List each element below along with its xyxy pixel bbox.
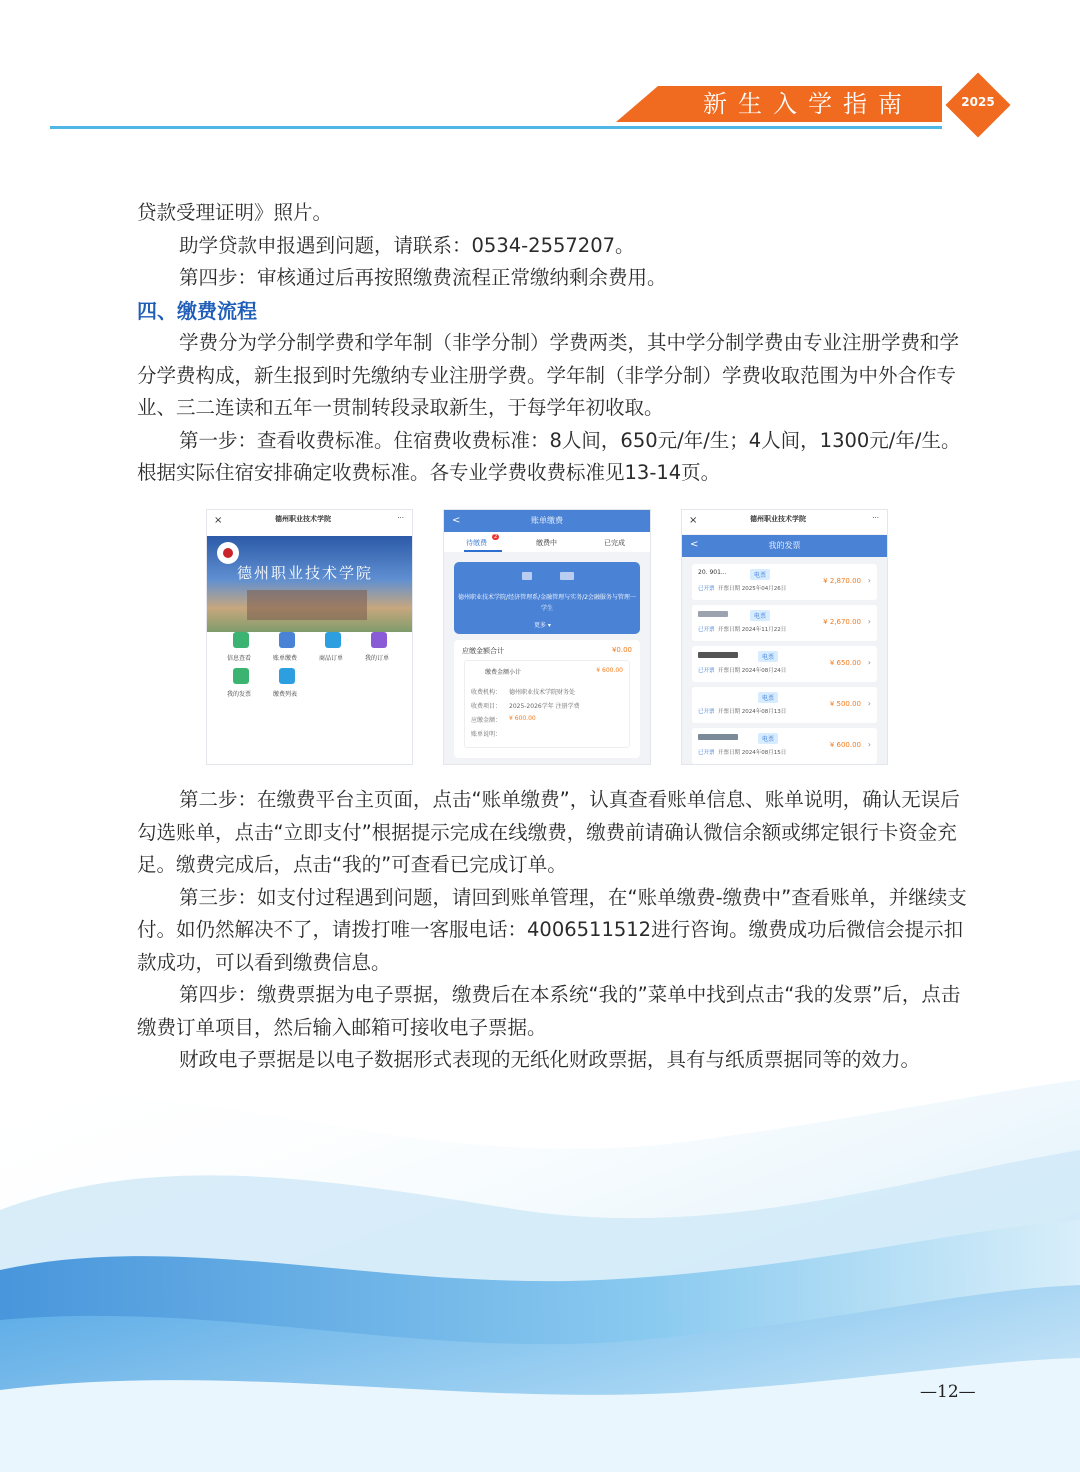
- note-label: 账单说明：: [471, 731, 502, 738]
- chevron-right-icon: ›: [867, 740, 871, 749]
- invoice-date: 开票日期 2024年08月24日: [718, 668, 787, 674]
- invoice-row: [692, 687, 877, 723]
- icon-label: 缴费列表: [273, 691, 298, 698]
- mini-title: 德州职业技术学院: [275, 515, 331, 523]
- page-number: —12—: [920, 1382, 976, 1402]
- banner-calligraphy: 德州职业技术学院: [237, 564, 374, 582]
- more-icon: ···: [872, 514, 879, 522]
- subtotal-label: 缴费金额小计: [485, 669, 522, 676]
- invoice-tag: 电票: [750, 569, 770, 580]
- mini-header-bar: [444, 510, 650, 532]
- invoice-date: 开票日期 2024年08月13日: [718, 709, 787, 715]
- invoice-id: 20. 901...: [698, 569, 727, 576]
- tab-paying: 缴费中: [536, 539, 557, 547]
- paragraph-7: 第三步：如支付过程遇到问题，请回到账单管理，在“账单缴费-缴费中”查看账单，并继续支付。如仍然解决不了，请拨打唯一客服电话：4006511512进行咨询。缴费成功后微信会提示扣款成功，可以看到缴费信息。: [137, 885, 967, 974]
- school-logo: [217, 542, 239, 564]
- close-icon: ×: [214, 515, 223, 526]
- org-value: 德州职业技术学院财务处: [509, 689, 576, 696]
- bill-panel: [454, 640, 640, 758]
- chevron-right-icon: ›: [867, 617, 871, 626]
- chevron-right-icon: ›: [867, 658, 871, 667]
- blur-mark: [698, 611, 728, 617]
- screenshot-bill: [444, 510, 650, 764]
- item-label: 收费项目：: [471, 703, 502, 710]
- invoice-row: [692, 564, 877, 600]
- student-info: 德州职业技术学院/经济管理系/金融管理与实务/2会融服务与管理一 学生: [458, 594, 636, 612]
- mini-subtitle: 我的发票: [768, 541, 801, 550]
- invoice-amount: ¥ 2,870.00: [823, 577, 861, 585]
- paragraph-4: 学费分为学分制学费和学年制（非学分制）学费两类，其中学分制学费由专业注册学费和学分学费构成，新生报到时先缴纳专业注册学费。学年制（非学分制）学费收取范围为中外合作专业、三二连读和五年一贯制转段录取新生，于每学年初收取。: [137, 331, 960, 419]
- chevron-right-icon: ›: [867, 576, 871, 585]
- paragraph-5: 第一步：查看收费标准。住宿费收费标准：8人间，650元/年/生；4人间，1300元/年/生。根据实际住宿安排确定收费标准。各专业学费收费标准见13-14页。: [137, 428, 961, 484]
- header-title: 新生入学指南: [703, 90, 913, 118]
- screenshot-home: [207, 510, 412, 764]
- invoice-amount: ¥ 600.00: [829, 741, 861, 749]
- info-icon: [233, 632, 249, 648]
- invoice-icon: [233, 668, 249, 684]
- invoice-date: 开票日期 2025年04月26日: [718, 586, 787, 592]
- bill-icon: [279, 632, 295, 648]
- tab-pending: 待缴费: [466, 539, 487, 547]
- wave-background: [0, 1060, 1080, 1472]
- total-value: ¥0.00: [611, 646, 632, 654]
- invoice-date: 开票日期 2024年11月22日: [718, 627, 787, 633]
- invoice-status: 已开票: [698, 627, 715, 633]
- subtotal-value: ¥ 600.00: [596, 667, 623, 674]
- text-block-top: [137, 197, 977, 490]
- chevron-right-icon: ›: [867, 699, 871, 708]
- mini-title: 账单缴费: [531, 516, 563, 525]
- icon-label: 商品订单: [319, 655, 344, 662]
- amount-label: 应缴金额：: [471, 717, 502, 724]
- bill-item: [464, 660, 630, 748]
- back-icon: <: [452, 515, 461, 526]
- text-block-bottom: [137, 784, 977, 1077]
- more-link: 更多 ▾: [534, 622, 551, 629]
- icon-label: 我的订单: [365, 655, 390, 662]
- invoice-tag: 电票: [758, 651, 778, 662]
- icon-label: 信息查看: [227, 655, 252, 662]
- close-icon: ×: [689, 515, 698, 526]
- student-card: [454, 562, 640, 634]
- paragraph-9: 财政电子票据是以电子数据形式表现的无纸化财政票据，具有与纸质票据同等的效力。: [179, 1048, 921, 1071]
- mini-title: 德州职业技术学院: [750, 515, 806, 523]
- paragraph-8: 第四步：缴费票据为电子票据，缴费后在本系统“我的”菜单中找到点击“我的发票”后，点击缴费订单项目，然后输入邮箱可接收电子票据。: [137, 983, 961, 1039]
- amount-value: ¥ 600.00: [509, 715, 536, 722]
- blur-mark: [698, 652, 738, 658]
- header-year: 2025: [961, 95, 995, 109]
- item-value: 2025-2026学年 注册学费: [509, 703, 580, 710]
- invoice-status: 已开票: [698, 709, 715, 715]
- screenshot-invoices: [682, 510, 887, 764]
- mini-header-bar: [682, 535, 887, 557]
- blur-mark: [522, 572, 532, 580]
- invoice-status: 已开票: [698, 750, 715, 756]
- invoice-row: [692, 605, 877, 641]
- invoice-tag: 电票: [750, 610, 770, 621]
- badge-count: 2: [494, 534, 498, 540]
- total-label: 应缴金额合计: [462, 647, 504, 655]
- campus-gate: [247, 590, 367, 620]
- invoice-amount: ¥ 650.00: [829, 659, 861, 667]
- tab-done: 已完成: [604, 539, 625, 547]
- goods-icon: [325, 632, 341, 648]
- blur-mark: [560, 572, 574, 580]
- paragraph-1: 贷款受理证明》照片。: [137, 201, 333, 224]
- back-icon: <: [690, 539, 699, 550]
- header-rule: [50, 126, 942, 129]
- list-icon: [279, 668, 295, 684]
- more-icon: ···: [397, 514, 404, 522]
- blur-mark: [698, 734, 738, 740]
- paragraph-3: 第四步：审核通过后再按照缴费流程正常缴纳剩余费用。: [179, 266, 667, 289]
- paragraph-2: 助学贷款申报遇到问题，请联系：0534-2557207。: [179, 233, 635, 257]
- invoice-amount: ¥ 500.00: [829, 700, 861, 708]
- invoice-status: 已开票: [698, 668, 715, 674]
- icon-label: 我的发票: [227, 691, 252, 698]
- paragraph-6: 第二步：在缴费平台主页面，点击“账单缴费”，认真查看账单信息、账单说明，确认无误后勾选账单，点击“立即支付”根据提示完成在线缴费，缴费前请确认微信余额或绑定银行卡资金充足。缴费完成后，点击“我的”可查看已完成订单。: [137, 788, 960, 876]
- order-icon: [371, 632, 387, 648]
- invoice-status: 已开票: [698, 586, 715, 592]
- invoice-tag: 电票: [758, 733, 778, 744]
- invoice-row: [692, 728, 877, 764]
- invoice-tag: 电票: [758, 692, 778, 703]
- icon-label: 账单缴费: [273, 655, 298, 662]
- org-label: 收费机构：: [471, 689, 502, 696]
- tab-underline: [464, 550, 502, 552]
- invoice-row: [692, 646, 877, 682]
- section-title: 四、缴费流程: [137, 298, 257, 323]
- invoice-date: 开票日期 2024年08月15日: [718, 750, 787, 756]
- invoice-amount: ¥ 2,670.00: [823, 618, 861, 626]
